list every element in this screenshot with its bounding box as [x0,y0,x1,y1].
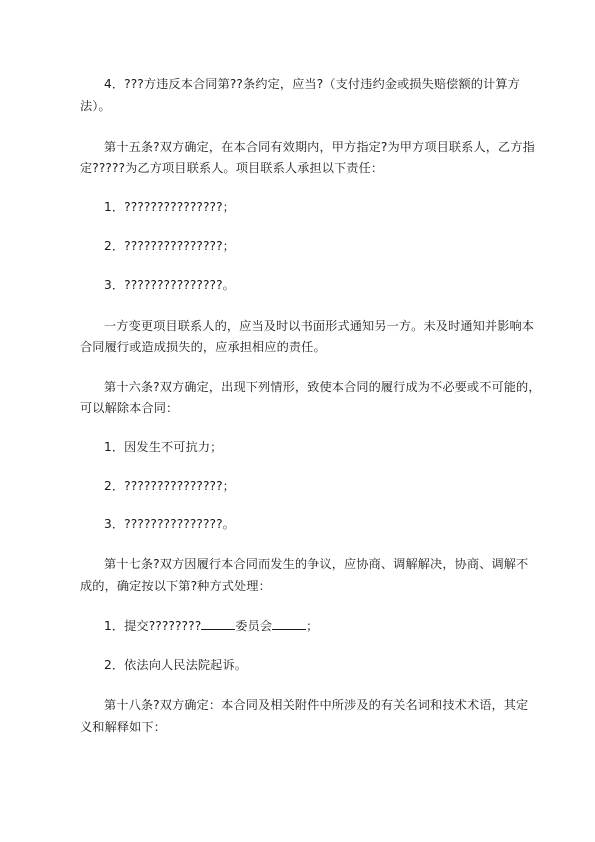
dispute-option-1-prefix: 1．提交???????? [104,619,202,633]
article-16-line-2: 可以解除本合同： [80,401,179,415]
dispute-option-2: 2．依法向人民法院起诉。 [104,658,248,672]
article-17-line-1: 第十七条?双方因履行本合同而发生的争议，应协商、调解解决，协商、调解不 [104,557,529,571]
contact-change-line-1: 一方变更项目联系人的，应当及时以书面形式通知另一方。未及时通知并影响本 [104,319,535,333]
article-17-line-2: 成的，确定按以下第?种方式处理： [80,579,271,593]
termination-item-1: 1．因发生不可抗力； [104,440,223,454]
contact-change-line-2: 合同履行或造成损失的，应承担相应的责任。 [80,340,326,354]
termination-item-3: 3．???????????????。 [104,517,235,531]
article-18-line-1: 第十八条?双方确定：本合同及相关附件中所涉及的有关名词和技术术语，其定 [104,698,529,712]
responsibility-item-3: 3．???????????????。 [104,278,235,292]
article-18-line-2: 义和解释如下： [80,720,167,734]
article-16-line-1: 第十六条?双方确定，出现下列情形，致使本合同的履行成为不必要或不可能的， [104,380,541,394]
dispute-option-1-suffix: ； [306,619,319,633]
dispute-option-1-committee: 委员会 [235,619,273,633]
article-15-line-2: 定?????为乙方项目联系人。项目联系人承担以下责任： [80,161,384,175]
dispute-option-1 [104,618,318,634]
clause-4-line-1: 4．???方违反本合同第??条约定，应当?（支付违约金或损失赔偿额的计算方 [104,77,520,91]
termination-item-2: 2．???????????????； [104,479,235,493]
responsibility-item-2: 2．???????????????； [104,239,235,253]
clause-4-line-2: 法）。 [80,99,111,113]
article-15-line-1: 第十五条?双方确定，在本合同有效期内，甲方指定?为甲方项目联系人，乙方指 [104,140,535,154]
responsibility-item-1: 1．???????????????； [104,200,235,214]
arbitration-name-blank[interactable] [201,618,235,630]
arbitration-committee-blank[interactable] [272,618,306,630]
